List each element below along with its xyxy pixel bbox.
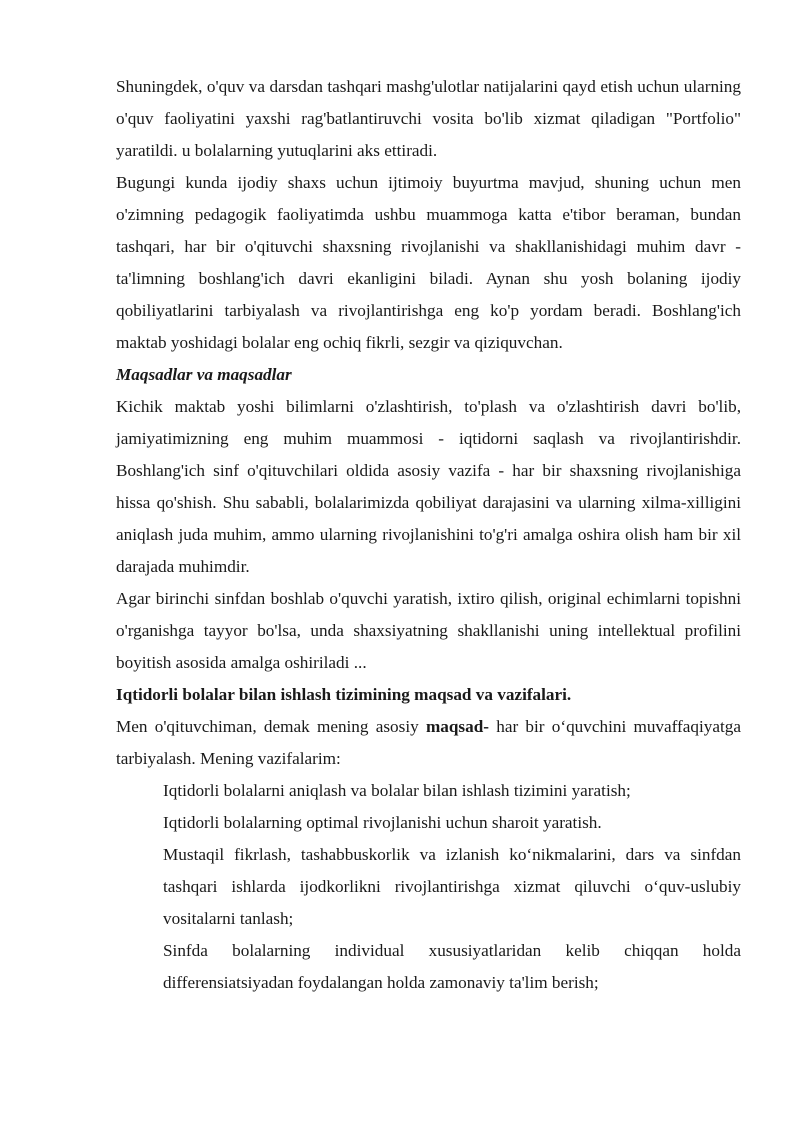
task-item: Iqtidorli bolalarni aniqlash va bolalar bilan ishlash tizimini yaratish; xyxy=(163,781,631,800)
paragraph-first-grade: Agar birinchi sinfdan boshlab o'quvchi yaratish, ixtiro qilish, original echimlarni topishni o'rganishga tayyor bo'lsa, unda shaxsiyatning shakllanishi uning intellektual profilini boyitish asosida amalga oshiriladi ... xyxy=(116,589,741,672)
main-goal-text-after: har bir o‘quvchini muvaffaqiyatga tarbiyalash. Mening vazifalarim: xyxy=(116,717,742,768)
paragraph-creative-personality: Bugungi kunda ijodiy shaxs uchun ijtimoiy buyurtma mavjud, shuning uchun men o'zimning pedagogik faoliyatimda ushbu muammoga katta e'tibor beraman, bundan tashqari, har bir o'qituvchi shaxsning rivojlanishi va shakllanishidagi muhim davr - ta'limning boshlang'ich davri ekanligini biladi. Aynan shu yosh bolaning ijodiy qobiliyatlarini tarbiyalash va rivojlantirishga eng ko'p yordam beradi. Boshlang'ich maktab yoshidagi bolalar eng ochiq fikrli, sezgir va qiziquvchan. xyxy=(116,173,741,352)
section-heading-system-goals: Iqtidorli bolalar bilan ishlash tizimining maqsad va vazifalari. xyxy=(116,685,572,704)
main-goal-keyword: maqsad- xyxy=(425,717,489,736)
task-item: Sinfda bolalarning individual xususiyatlaridan kelib chiqqan holda differensiatsiyadan foydalangan holda zamonaviy ta'lim berish; xyxy=(163,941,741,992)
document-page xyxy=(116,71,741,999)
tasks-list xyxy=(116,775,741,999)
task-item: Iqtidorli bolalarning optimal rivojlanishi uchun sharoit yaratish. xyxy=(163,813,602,832)
task-item: Mustaqil fikrlash, tashabbuskorlik va izlanish ko‘nikmalarini, dars va sinfdan tashqari ishlarda ijodkorlikni rivojlantirishga xizmat qiluvchi o‘quv-uslubiy vositalarni tanlash; xyxy=(163,845,741,928)
paragraph-main-goal xyxy=(116,711,741,775)
main-goal-text-before: Men o'qituvchiman, demak mening asosiy xyxy=(116,717,426,736)
paragraph-portfolio: Shuningdek, o'quv va darsdan tashqari mashg'ulotlar natijalarini qayd etish uchun ularning o'quv faoliyatini yaxshi rag'batlantiruvchi vosita bo'lib xizmat qiladigan "Portfolio" yaratildi. u bolalarning yutuqlarini aks ettiradi. xyxy=(116,77,741,160)
paragraph-school-age: Kichik maktab yoshi bilimlarni o'zlashtirish, to'plash va o'zlashtirish davri bo'lib, jamiyatimizning eng muhim muammosi - iqtidorni saqlash va rivojlantirishdir. Boshlang'ich sinf o'qituvchilari oldida asosiy vazifa - har bir shaxsning rivojlanishiga hissa qo'shish. Shu sababli, bolalarimizda qobiliyat darajasini va ularning xilma-xilligini aniqlash juda muhim, ammo ularning rivojlanishini to'g'ri amalga oshira olish ham bir xil darajada muhimdir. xyxy=(116,397,741,576)
section-heading-goals: Maqsadlar va maqsadlar xyxy=(116,365,292,384)
